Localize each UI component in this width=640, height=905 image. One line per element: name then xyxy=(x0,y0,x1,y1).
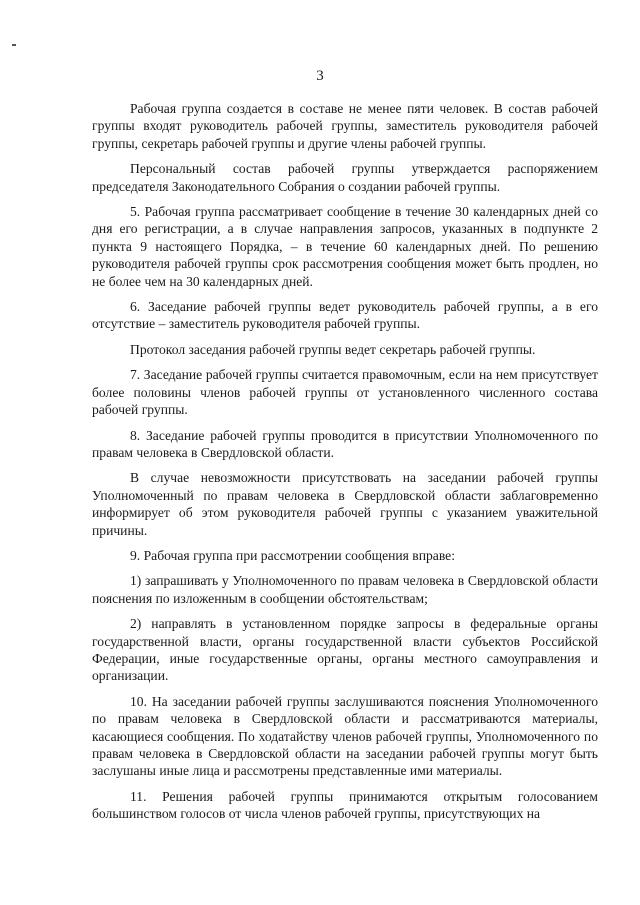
paragraph: 2) направлять в установленном порядке запросы в федеральные органы государственной власти, органы государственной власти субъектов Российской Федерации, иные государственные органы, органы местного самоуправления и организации. xyxy=(92,616,598,684)
paragraph: 5. Рабочая группа рассматривает сообщение в течение 30 календарных дней со дня его регистрации, а в случае направления запросов, указанных в подпункте 2 пункта 9 настоящего Порядка, – в течение 60 календарных дней. По решению руководителя рабочей группы срок рассмотрения сообщения может быть продлен, но не более чем на 30 календарных дней. xyxy=(92,204,598,289)
scan-mark xyxy=(12,44,16,46)
paragraph: Рабочая группа создается в составе не менее пяти человек. В состав рабочей группы входят руководитель рабочей группы, заместитель руководителя рабочей группы, секретарь рабочей группы и другие члены рабочей группы. xyxy=(92,101,598,151)
paragraph: 9. Рабочая группа при рассмотрении сообщения вправе: xyxy=(130,547,455,563)
paragraph: 7. Заседание рабочей группы считается правомочным, если на нем присутствует более половины членов рабочей группы от установленного численного состава рабочей группы. xyxy=(92,367,598,418)
paragraph: 1) запрашивать у Уполномоченного по правам человека в Свердловской области пояснения по изложенным в сообщении обстоятельствам; xyxy=(92,573,598,606)
paragraph: 8. Заседание рабочей группы проводится в присутствии Уполномоченного по правам человека в Свердловской области. xyxy=(92,427,598,460)
paragraph: В случае невозможности присутствовать на заседании рабочей группы Уполномоченный по правам человека в Свердловской области заблаговременно информирует об этом руководителя рабочей группы с указанием уважительной причины. xyxy=(92,470,598,538)
paragraph: 6. Заседание рабочей группы ведет руководитель рабочей группы, а в его отсутствие – заместитель руководителя рабочей группы. xyxy=(92,299,598,332)
paragraph: Протокол заседания рабочей группы ведет секретарь рабочей группы. xyxy=(130,341,536,357)
document-body xyxy=(92,100,598,831)
paragraph: Персональный состав рабочей группы утверждается распоряжением председателя Законодательного Собрания о создании рабочей группы. xyxy=(92,161,598,194)
page-number: 3 xyxy=(316,68,324,84)
paragraph: 10. На заседании рабочей группы заслушиваются пояснения Уполномоченного по правам человека в Свердловской области и рассматриваются материалы, касающиеся сообщения. По ходатайству членов рабочей группы, Уполномоченного по правам человека в Свердловской области на заседании рабочей группы могут быть заслушаны иные лица и рассмотрены представленные ими материалы. xyxy=(92,693,598,779)
paragraph: 11. Решения рабочей группы принимаются открытым голосованием большинством голосов от числа членов рабочей группы, присутствующих на xyxy=(92,788,598,822)
